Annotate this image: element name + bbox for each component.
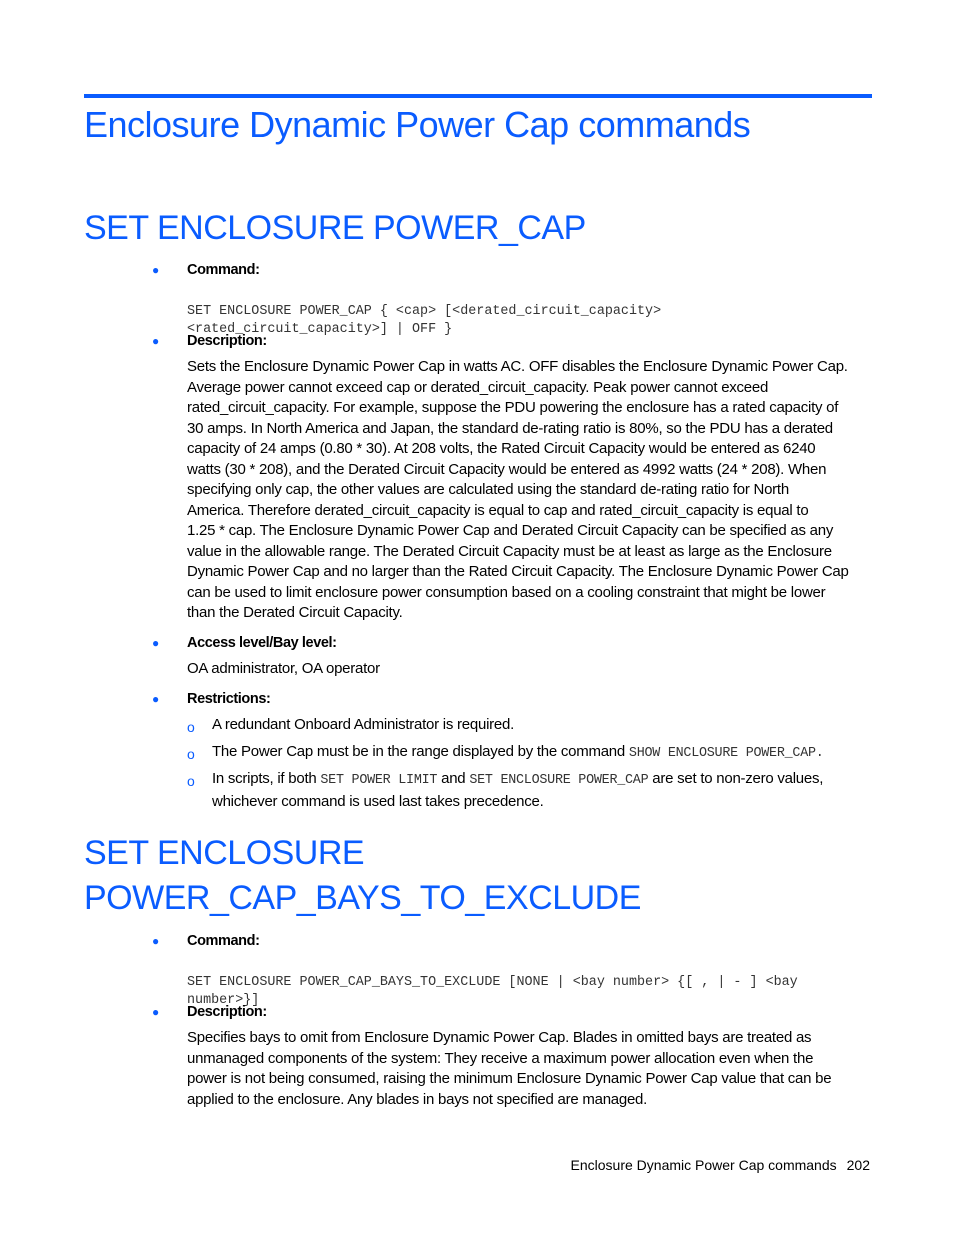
restrictions-label: Restrictions: — [187, 691, 271, 707]
description-label: Description: — [187, 333, 267, 349]
bullet-icon: ● — [152, 334, 160, 348]
footer-text: Enclosure Dynamic Power Cap commands — [570, 1157, 837, 1173]
description-text: Specifies bays to omit from Enclosure Dynamic Power Cap. Blades in omitted bays are treated as unmanaged components of the system: They receive a maximum power allocation even when the power is not being consumed, raising the minimum Enclosure Dynamic Power Cap value that can be applied to the enclosure. Any blades in bays not specified are managed. — [187, 1029, 832, 1108]
title-rule — [84, 94, 872, 98]
restriction-item: A redundant Onboard Administrator is required. — [212, 716, 515, 733]
page-footer — [571, 1157, 870, 1173]
bullet-icon: ● — [152, 636, 160, 650]
bullet-icon: ● — [152, 934, 160, 948]
command-line: <rated_circuit_capacity>] | OFF } — [187, 322, 453, 337]
command-line: number>}] — [187, 993, 260, 1008]
section-heading-bays-to-exclude: SET ENCLOSURE POWER_CAP_BAYS_TO_EXCLUDE — [84, 834, 641, 917]
description-text: Sets the Enclosure Dynamic Power Cap in watts AC. OFF disables the Enclosure Dynamic Power Cap. Average power cannot exceed cap or derated_circuit_capacity. Peak power cannot exceed rated_circuit_capacity. For example, suppose the PDU powering the enclosure has a rated capacity of 30 amps. In North America and Japan, the standard de-rating ratio is 80%, so the PDU has a derated capacity of 24 amps (0.80 * 30). At 208 volts, the Rated Circuit Capacity would be entered as 6240 watts (30 * 208), and the Derated Circuit Capacity would be entered as 4992 watts (24 * 208). When specifying only cap, the other values are calculated using the standard de-rating ratio for North America. Therefore derated_circuit_capacity is equal to cap and rated_circuit_capacity is equal to 1.25 * cap. The Enclosure Dynamic Power Cap and Derated Circuit Capacity can be specified as any value in the allowable range. The Derated Circuit Capacity must be at least as large as the Enclosure Dynamic Power Cap and no larger than the Rated Circuit Capacity. The Enclosure Dynamic Power Cap can be used to limit enclosure power consumption based on a cooling constraint that might be lower than the Derated Circuit Capacity. — [187, 358, 849, 621]
command-label: Command: — [187, 933, 260, 949]
sub-bullet-icon: o — [187, 719, 195, 735]
restriction-item: The Power Cap must be in the range displayed by the command SHOW ENCLOSURE POWER_CAP. — [212, 743, 824, 761]
section-heading-set-enclosure-power-cap: SET ENCLOSURE POWER_CAP — [84, 209, 586, 247]
restriction-item: In scripts, if both SET POWER LIMIT and SET ENCLOSURE POWER_CAP are set to non-zero values, whichever command is used last takes precedence. — [212, 770, 824, 810]
command-line: SET ENCLOSURE POWER_CAP { <cap> [<derated_circuit_capacity> — [187, 304, 662, 319]
command-line: SET ENCLOSURE POWER_CAP_BAYS_TO_EXCLUDE [NONE | <bay number> {[ , | - ] <bay — [187, 975, 798, 990]
command-label: Command: — [187, 262, 260, 278]
page-title: Enclosure Dynamic Power Cap commands — [84, 104, 751, 145]
sub-bullet-icon: o — [187, 746, 195, 762]
access-level-text: OA administrator, OA operator — [187, 660, 380, 677]
bullet-icon: ● — [152, 1005, 160, 1019]
page-number: 202 — [846, 1157, 870, 1173]
access-level-label: Access level/Bay level: — [187, 635, 337, 651]
sub-bullet-icon: o — [187, 773, 195, 789]
bullet-icon: ● — [152, 692, 160, 706]
description-label: Description: — [187, 1004, 267, 1020]
bullet-icon: ● — [152, 263, 160, 277]
